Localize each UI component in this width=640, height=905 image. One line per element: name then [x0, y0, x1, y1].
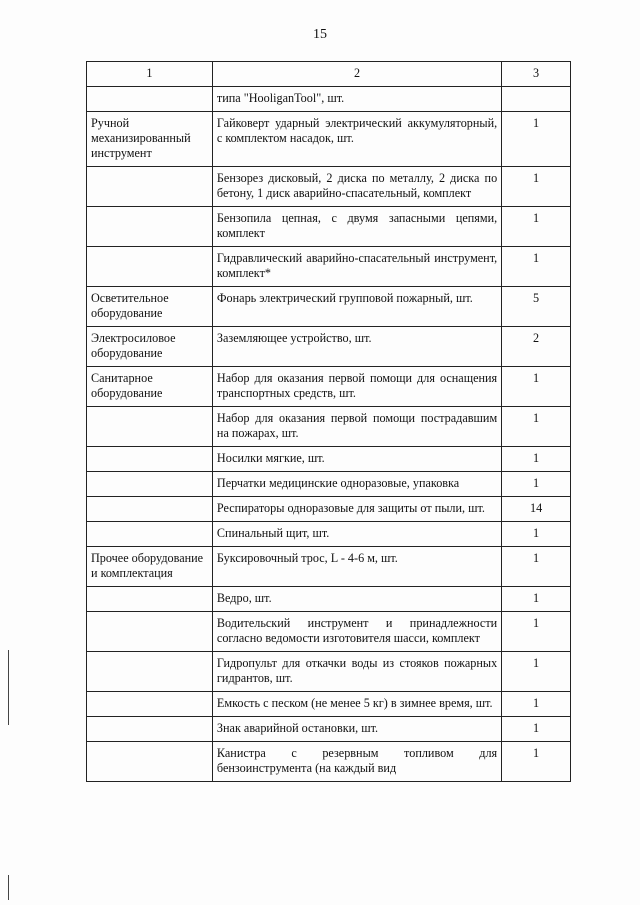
item-description: Емкость с песком (не менее 5 кг) в зимнее время, шт. — [212, 692, 501, 717]
page-number: 15 — [313, 27, 327, 42]
category-cell — [87, 447, 213, 472]
table-row — [87, 742, 571, 782]
table-row — [87, 587, 571, 612]
item-description: типа "HooliganTool", шт. — [212, 87, 501, 112]
item-description: Набор для оказания первой помощи для оснащения транспортных средств, шт. — [212, 367, 501, 407]
item-description: Канистра с резервным топливом для бензоинструмента (на каждый вид — [212, 742, 501, 782]
table-row — [87, 447, 571, 472]
item-description: Носилки мягкие, шт. — [212, 447, 501, 472]
item-quantity: 1 — [502, 407, 571, 447]
item-quantity: 1 — [502, 692, 571, 717]
category-cell: Ручной механизированный инструмент — [87, 112, 213, 167]
table-row — [87, 692, 571, 717]
item-description: Ведро, шт. — [212, 587, 501, 612]
item-description: Бензопила цепная, с двумя запасными цепями, комплект — [212, 207, 501, 247]
item-quantity: 5 — [502, 287, 571, 327]
item-description: Спинальный щит, шт. — [212, 522, 501, 547]
item-description: Буксировочный трос, L - 4-6 м, шт. — [212, 547, 501, 587]
item-quantity: 1 — [502, 522, 571, 547]
item-description: Респираторы одноразовые для защиты от пыли, шт. — [212, 497, 501, 522]
item-description: Водительский инструмент и принадлежности согласно ведомости изготовителя шасси, комплект — [212, 612, 501, 652]
table-row — [87, 472, 571, 497]
table-row — [87, 547, 571, 587]
table-row — [87, 112, 571, 167]
margin-mark — [8, 650, 9, 725]
item-description: Гидропульт для откачки воды из стояков пожарных гидрантов, шт. — [212, 652, 501, 692]
item-quantity: 1 — [502, 742, 571, 782]
table-row — [87, 167, 571, 207]
item-description: Гайковерт ударный электрический аккумуляторный, с комплектом насадок, шт. — [212, 112, 501, 167]
item-quantity: 1 — [502, 167, 571, 207]
item-description: Знак аварийной остановки, шт. — [212, 717, 501, 742]
item-description: Фонарь электрический групповой пожарный, шт. — [212, 287, 501, 327]
item-quantity: 2 — [502, 327, 571, 367]
table-row — [87, 407, 571, 447]
category-cell — [87, 167, 213, 207]
item-description: Набор для оказания первой помощи пострадавшим на пожарах, шт. — [212, 407, 501, 447]
item-description: Перчатки медицинские одноразовые, упаковка — [212, 472, 501, 497]
item-quantity: 1 — [502, 447, 571, 472]
item-description: Бензорез дисковый, 2 диска по металлу, 2 диска по бетону, 1 диск аварийно-спасательный, комплект — [212, 167, 501, 207]
item-quantity: 1 — [502, 652, 571, 692]
category-cell — [87, 587, 213, 612]
item-quantity: 1 — [502, 367, 571, 407]
item-quantity: 1 — [502, 207, 571, 247]
column-header: 1 — [87, 62, 213, 87]
column-header: 3 — [502, 62, 571, 87]
category-cell — [87, 472, 213, 497]
category-cell — [87, 407, 213, 447]
equipment-table — [86, 61, 571, 782]
table-row — [87, 717, 571, 742]
category-cell — [87, 87, 213, 112]
category-cell — [87, 652, 213, 692]
item-quantity: 1 — [502, 612, 571, 652]
category-cell: Прочее оборудование и комплектация — [87, 547, 213, 587]
table-row — [87, 652, 571, 692]
table-row — [87, 207, 571, 247]
item-quantity: 1 — [502, 547, 571, 587]
category-cell — [87, 497, 213, 522]
category-cell — [87, 742, 213, 782]
category-cell — [87, 612, 213, 652]
category-cell — [87, 247, 213, 287]
category-cell — [87, 692, 213, 717]
item-quantity: 1 — [502, 717, 571, 742]
table-row — [87, 327, 571, 367]
item-quantity — [502, 87, 571, 112]
item-description: Гидравлический аварийно-спасательный инструмент, комплект* — [212, 247, 501, 287]
item-quantity: 1 — [502, 112, 571, 167]
category-cell: Осветительное оборудование — [87, 287, 213, 327]
category-cell — [87, 717, 213, 742]
table-row — [87, 497, 571, 522]
category-cell — [87, 207, 213, 247]
item-quantity: 1 — [502, 587, 571, 612]
table-row — [87, 367, 571, 407]
table-row — [87, 287, 571, 327]
category-cell: Санитарное оборудование — [87, 367, 213, 407]
table-row — [87, 522, 571, 547]
header-row — [87, 62, 571, 87]
column-header: 2 — [212, 62, 501, 87]
item-quantity: 14 — [502, 497, 571, 522]
category-cell: Электросиловое оборудование — [87, 327, 213, 367]
margin-mark — [8, 875, 9, 900]
item-quantity: 1 — [502, 472, 571, 497]
table-row — [87, 247, 571, 287]
continuation-row — [87, 87, 571, 112]
category-cell — [87, 522, 213, 547]
table-row — [87, 612, 571, 652]
item-description: Заземляющее устройство, шт. — [212, 327, 501, 367]
item-quantity: 1 — [502, 247, 571, 287]
